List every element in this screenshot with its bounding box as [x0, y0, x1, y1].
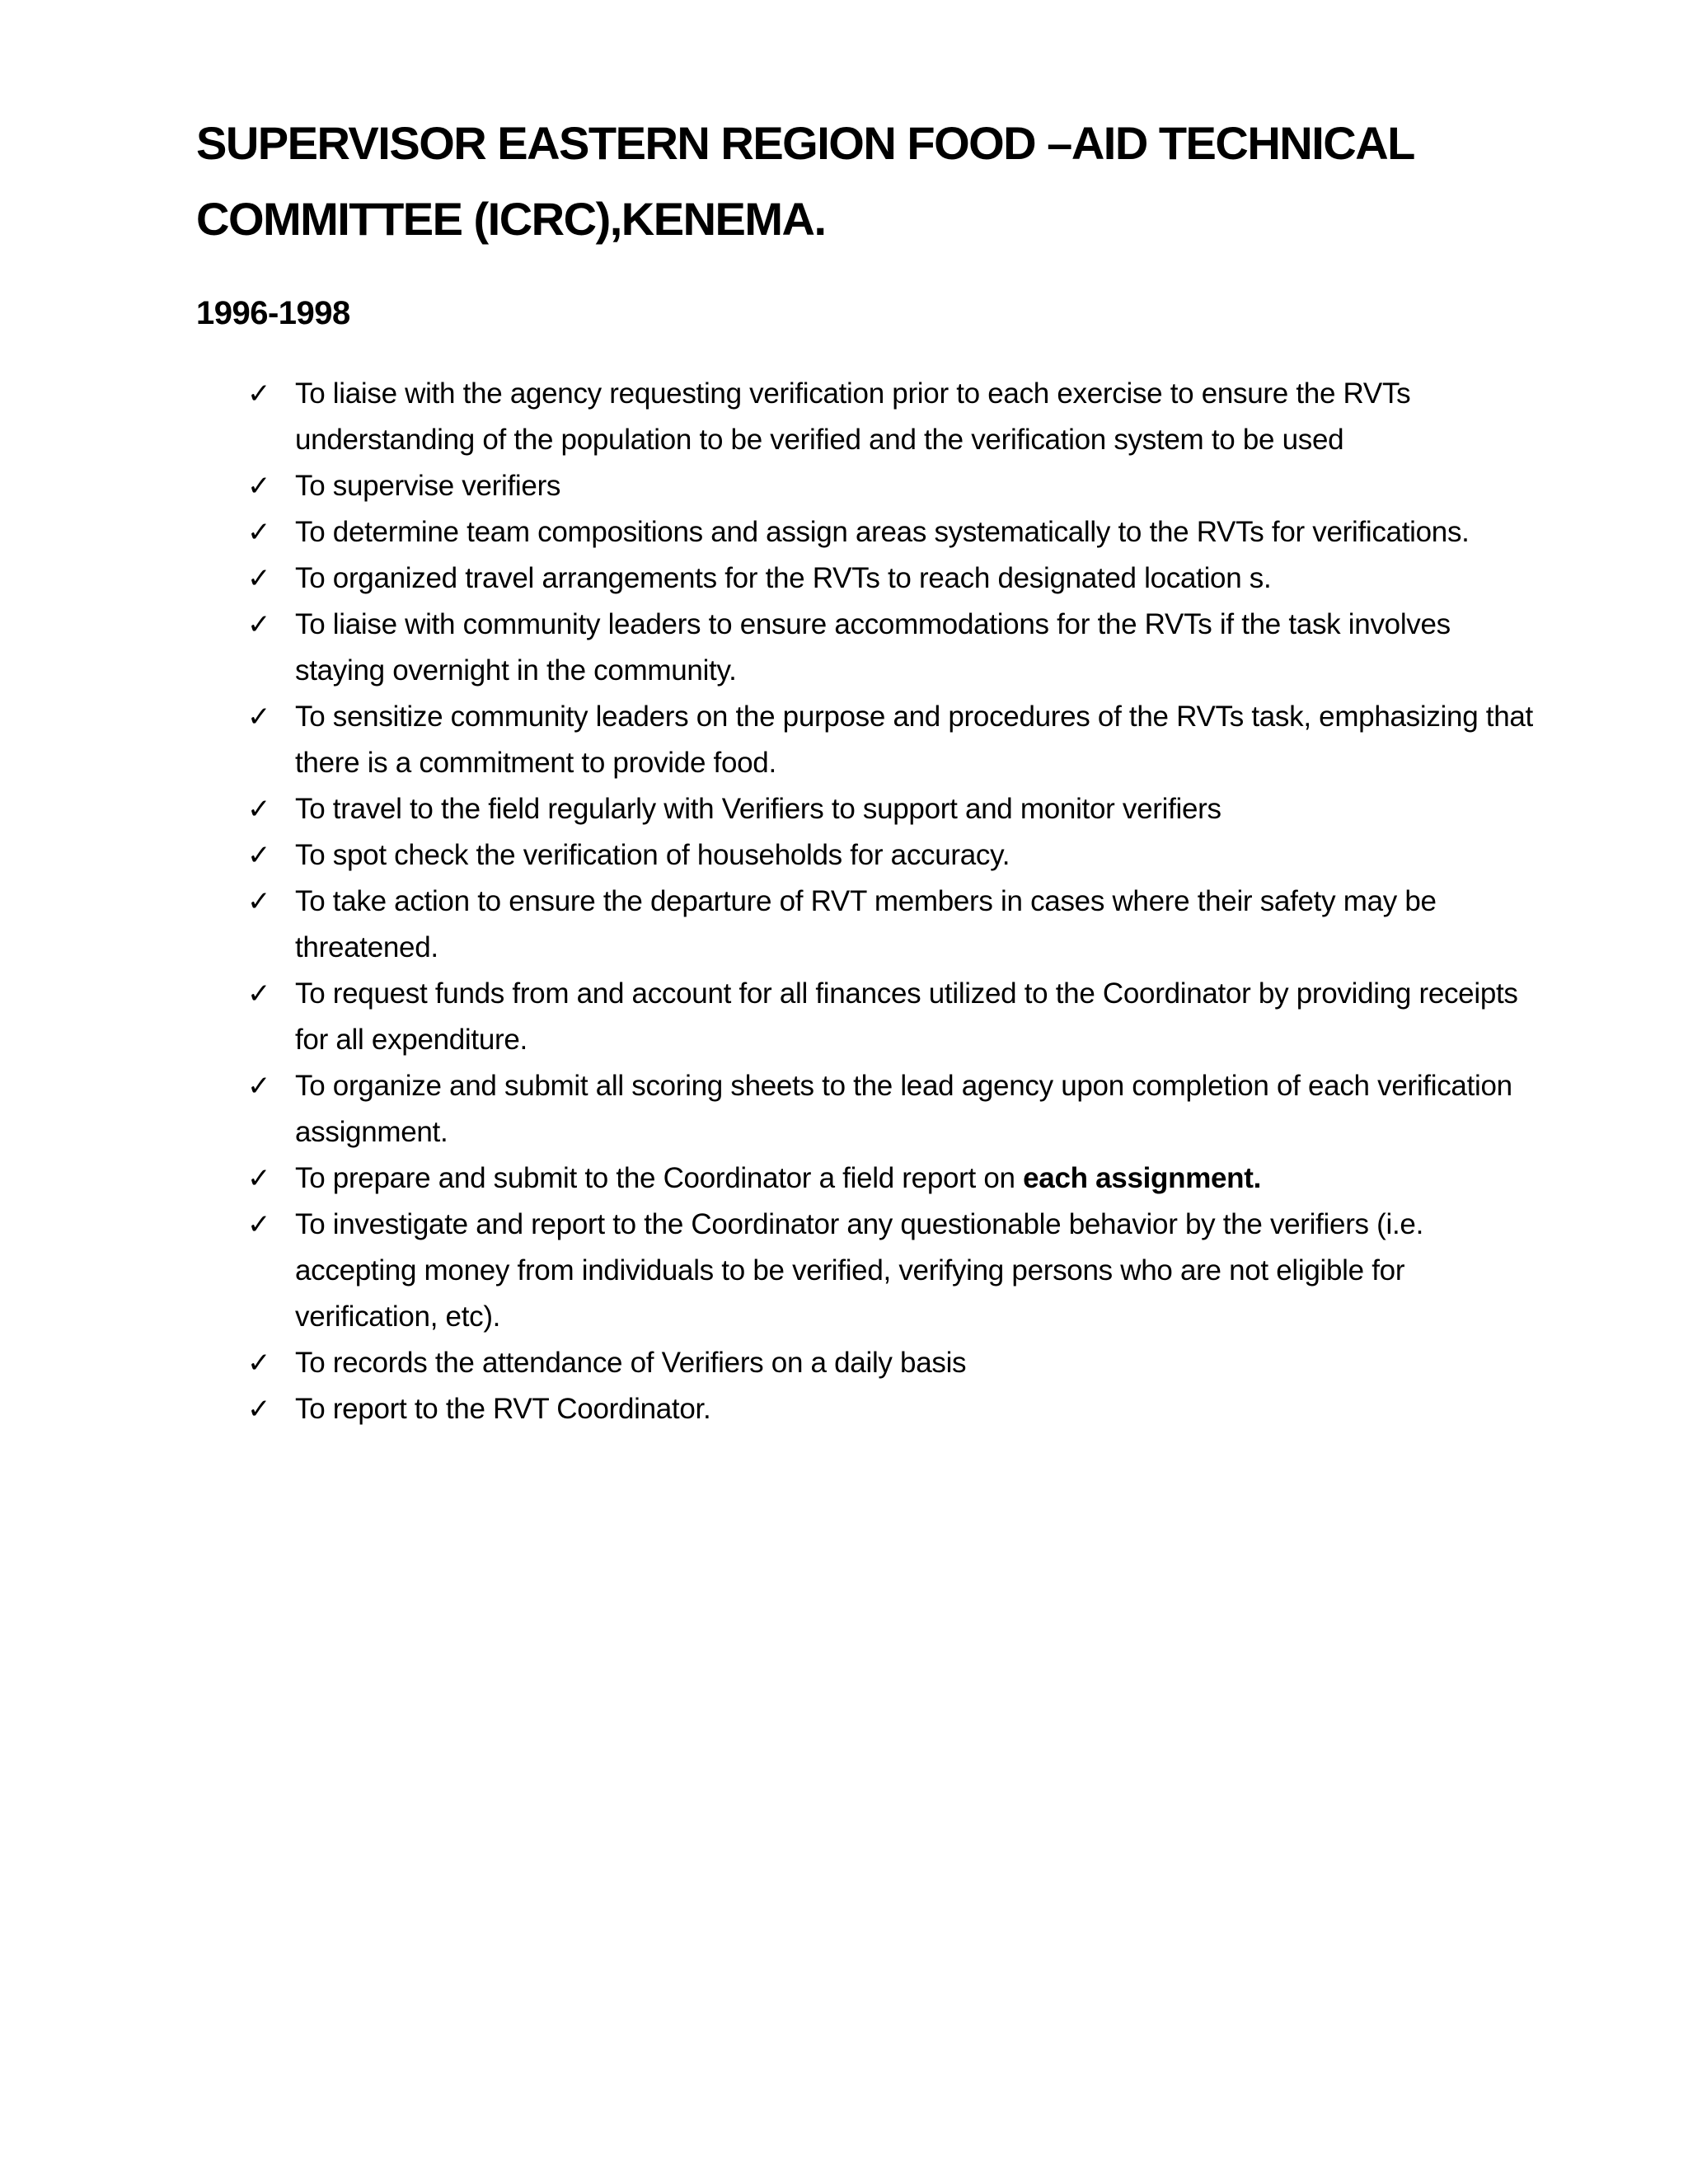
- duty-item: [247, 463, 1533, 509]
- duty-item: [247, 509, 1533, 555]
- duty-text-content: To investigate and report to the Coordinator any questionable behavior by the verifiers (i.e. accepting money from individuals to be verified, verifying persons who are not eligible for verification, etc).: [295, 1208, 1424, 1333]
- check-icon: ✓: [247, 516, 271, 549]
- duty-text: [295, 1208, 1423, 1333]
- duty-text-content: To supervise verifiers: [295, 470, 561, 502]
- duty-text: [295, 1393, 710, 1425]
- duty-item: [247, 832, 1533, 879]
- check-icon: ✓: [247, 377, 271, 410]
- duty-item: [247, 1386, 1533, 1432]
- duty-item: [247, 555, 1533, 602]
- check-icon: ✓: [247, 562, 271, 595]
- duty-text: [295, 885, 1437, 963]
- duty-item: [247, 786, 1533, 832]
- duty-item: [247, 1340, 1533, 1386]
- check-icon: ✓: [247, 1347, 271, 1380]
- duty-text: [295, 701, 1533, 779]
- duties-list: [247, 371, 1533, 1432]
- duty-item: [247, 371, 1533, 463]
- duty-item: [247, 602, 1533, 694]
- duty-text-content: To take action to ensure the departure of RVT members in cases where their safety may be threatened.: [295, 885, 1437, 963]
- duty-item: [247, 971, 1533, 1063]
- duty-text: [295, 839, 1010, 871]
- duty-text-content: To determine team compositions and assign areas systematically to the RVTs for verifications.: [295, 516, 1470, 548]
- duty-text: [295, 1347, 966, 1379]
- check-icon: ✓: [247, 1208, 271, 1241]
- duty-item: [247, 879, 1533, 971]
- check-icon: ✓: [247, 470, 271, 503]
- check-icon: ✓: [247, 885, 271, 918]
- duty-text-emphasis: each assignment.: [1023, 1162, 1262, 1194]
- duty-item: [247, 1063, 1533, 1155]
- duty-text: [295, 793, 1221, 825]
- check-icon: ✓: [247, 1393, 271, 1426]
- check-icon: ✓: [247, 1162, 271, 1195]
- duty-text-content: To organize and submit all scoring sheets to the lead agency upon completion of each verification assignment.: [295, 1070, 1512, 1148]
- duty-text-content: To report to the RVT Coordinator.: [295, 1393, 711, 1425]
- duty-text: [295, 608, 1451, 687]
- duty-text: [295, 1162, 1261, 1194]
- duty-text: [295, 977, 1518, 1056]
- duty-text: [295, 516, 1470, 548]
- job-title-line-1: SUPERVISOR EASTERN REGION FOOD –AID TECHNICAL: [196, 117, 1414, 169]
- duty-item: [247, 694, 1533, 786]
- duty-text-content: To spot check the verification of households for accuracy.: [295, 839, 1010, 871]
- duty-text-content: To records the attendance of Verifiers on a daily basis: [295, 1347, 967, 1379]
- check-icon: ✓: [247, 977, 271, 1010]
- duty-text: [295, 1070, 1512, 1148]
- duty-item: [247, 1202, 1533, 1340]
- job-title-heading: [196, 105, 1548, 257]
- duty-text: [295, 470, 560, 502]
- duty-text: [295, 377, 1410, 456]
- duty-text-content: To liaise with community leaders to ensure accommodations for the RVTs if the task involves staying overnight in the community.: [295, 608, 1451, 687]
- duty-text-content: To sensitize community leaders on the purpose and procedures of the RVTs task, emphasizing that there is a commitment to provide food.: [295, 701, 1533, 779]
- duty-text-content: To liaise with the agency requesting verification prior to each exercise to ensure the RVTs understanding of the population to be verified and the verification system to be used: [295, 377, 1411, 456]
- duty-text-content: To request funds from and account for all finances utilized to the Coordinator by providing receipts for all expenditure.: [295, 977, 1518, 1056]
- check-icon: ✓: [247, 793, 271, 826]
- duty-item: [247, 1155, 1533, 1202]
- check-icon: ✓: [247, 701, 271, 733]
- job-title-line-2: COMMITTEE (ICRC),KENEMA.: [196, 193, 826, 245]
- duty-text-content: To travel to the field regularly with Verifiers to support and monitor verifiers: [295, 793, 1221, 825]
- check-icon: ✓: [247, 839, 271, 872]
- employment-period: 1996-1998: [196, 295, 350, 331]
- check-icon: ✓: [247, 1070, 271, 1103]
- duty-text: [295, 562, 1271, 594]
- check-icon: ✓: [247, 608, 271, 641]
- duty-text-content: To organized travel arrangements for the RVTs to reach designated location s.: [295, 562, 1272, 594]
- duty-text-content: To prepare and submit to the Coordinator a field report on: [295, 1162, 1024, 1194]
